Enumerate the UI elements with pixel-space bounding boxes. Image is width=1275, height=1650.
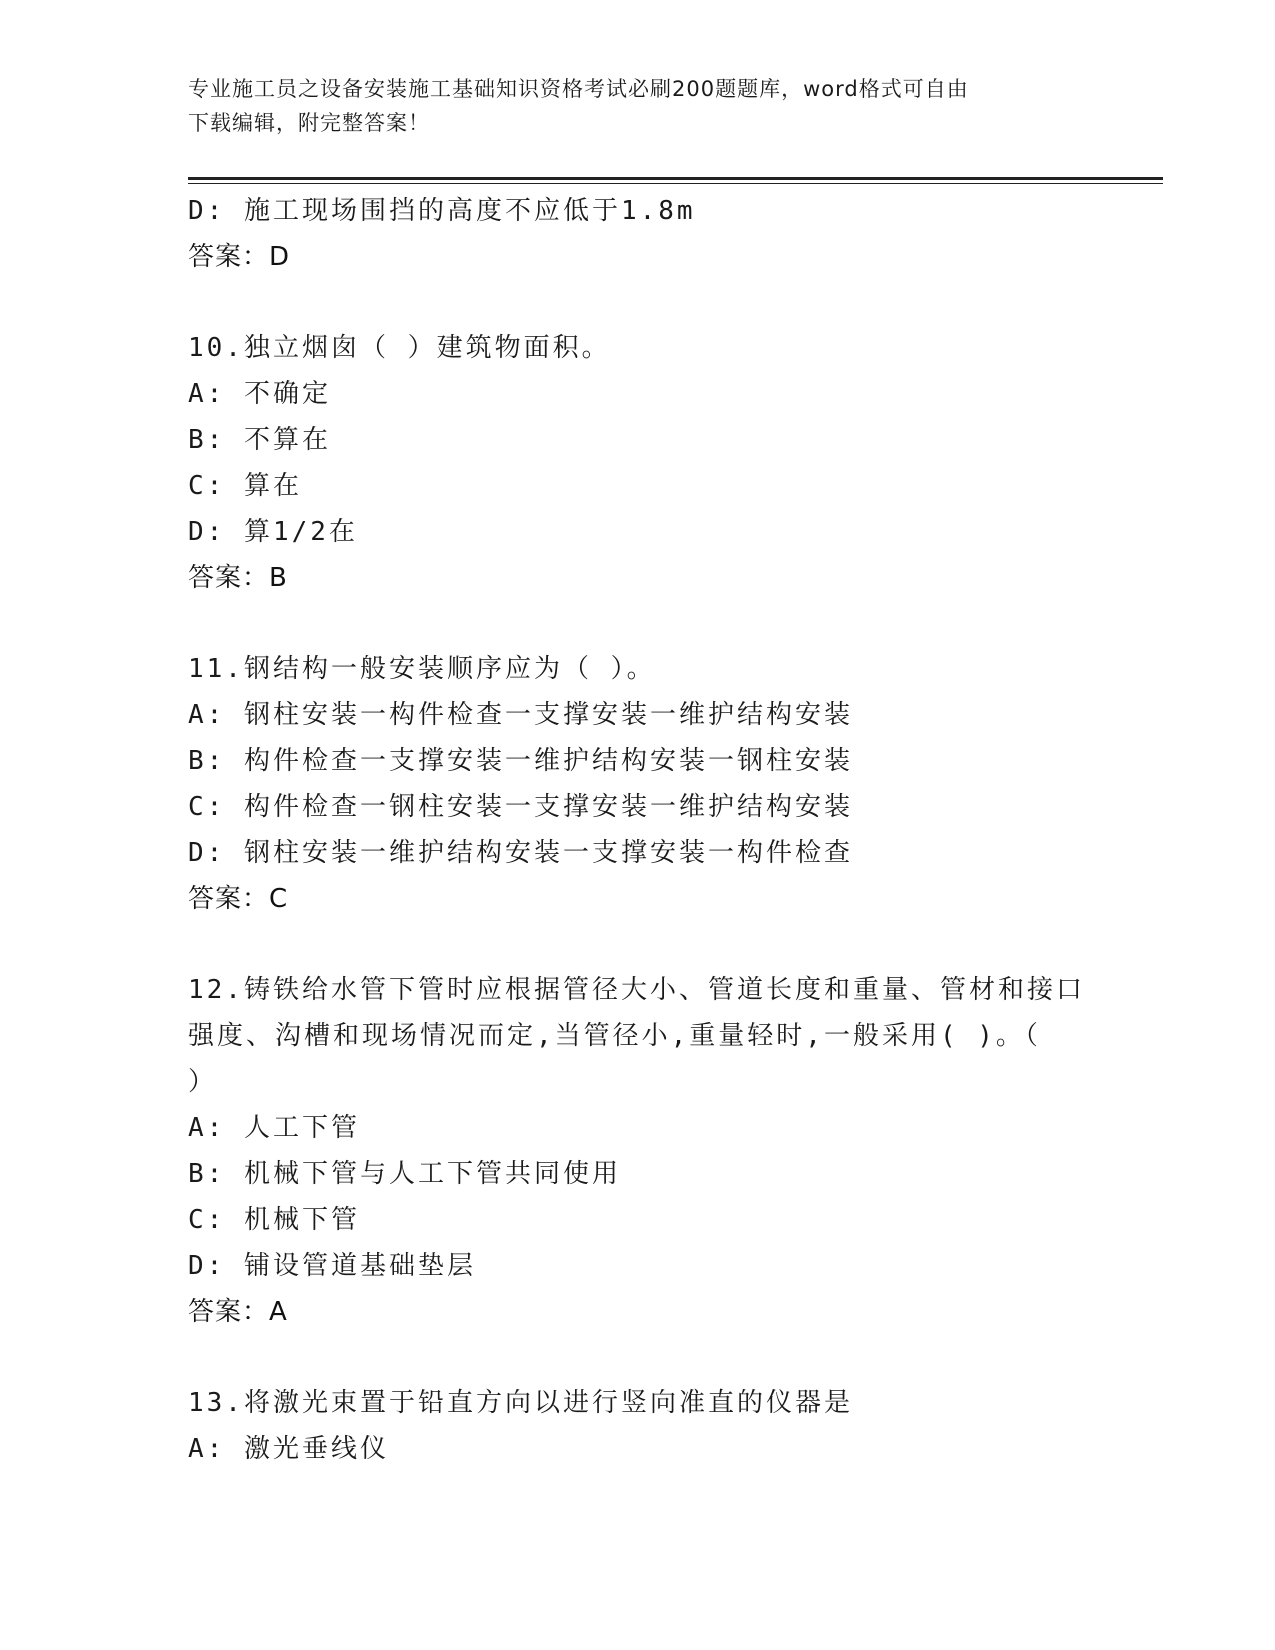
- question-12: [188, 967, 1088, 1335]
- answer-line: 答案：B: [188, 563, 288, 593]
- answer-line: 答案：C: [188, 884, 289, 914]
- option-a: A: 激光垂线仪: [188, 1434, 389, 1464]
- option-c: C: 算在: [188, 471, 302, 501]
- question-stem-line-2: 强度、沟槽和现场情况而定,当管径小,重量轻时,一般采用( )。（: [188, 1021, 1041, 1051]
- question-9-continuation: [188, 188, 1088, 280]
- option-d: D: 算1/2在: [188, 517, 358, 547]
- option-c: C: 机械下管: [188, 1205, 360, 1235]
- question-stem-line-3: ）: [188, 1067, 218, 1097]
- spacer: [188, 601, 1088, 646]
- document-header: [188, 72, 1068, 140]
- option-a: A: 钢柱安装一构件检查一支撑安装一维护结构安装: [188, 700, 853, 730]
- question-stem-line-1: 12.铸铁给水管下管时应根据管径大小、管道长度和重量、管材和接口: [188, 975, 1085, 1005]
- header-line-2: 下载编辑，附完整答案！: [188, 111, 430, 135]
- option-b: B: 机械下管与人工下管共同使用: [188, 1159, 621, 1189]
- header-divider-thin: [188, 183, 1163, 184]
- option-c: C: 构件检查一钢柱安装一支撑安装一维护结构安装: [188, 792, 853, 822]
- option-a: A: 不确定: [188, 379, 331, 409]
- answer-line: 答案：D: [188, 242, 291, 272]
- spacer: [188, 1335, 1088, 1380]
- header-divider-thick: [188, 177, 1163, 180]
- answer-line: 答案：A: [188, 1297, 288, 1327]
- option-d: D: 钢柱安装一维护结构安装一支撑安装一构件检查: [188, 838, 853, 868]
- question-13: [188, 1380, 1088, 1472]
- spacer: [188, 922, 1088, 967]
- question-11: [188, 646, 1088, 922]
- header-line-1: 专业施工员之设备安装施工基础知识资格考试必刷200题题库，word格式可自由: [188, 77, 969, 101]
- option-b: B: 构件检查一支撑安装一维护结构安装一钢柱安装: [188, 746, 853, 776]
- option-d: D: 施工现场围挡的高度不应低于1.8m: [188, 196, 696, 226]
- option-a: A: 人工下管: [188, 1113, 360, 1143]
- option-d: D: 铺设管道基础垫层: [188, 1251, 476, 1281]
- question-10: [188, 325, 1088, 601]
- option-b: B: 不算在: [188, 425, 331, 455]
- question-stem: 11.钢结构一般安装顺序应为（ ）。: [188, 654, 656, 684]
- question-stem: 10.独立烟囱（ ）建筑物面积。: [188, 333, 611, 363]
- question-stem: 13.将激光束置于铅直方向以进行竖向准直的仪器是: [188, 1388, 853, 1418]
- spacer: [188, 280, 1088, 325]
- question-list: [188, 188, 1088, 1472]
